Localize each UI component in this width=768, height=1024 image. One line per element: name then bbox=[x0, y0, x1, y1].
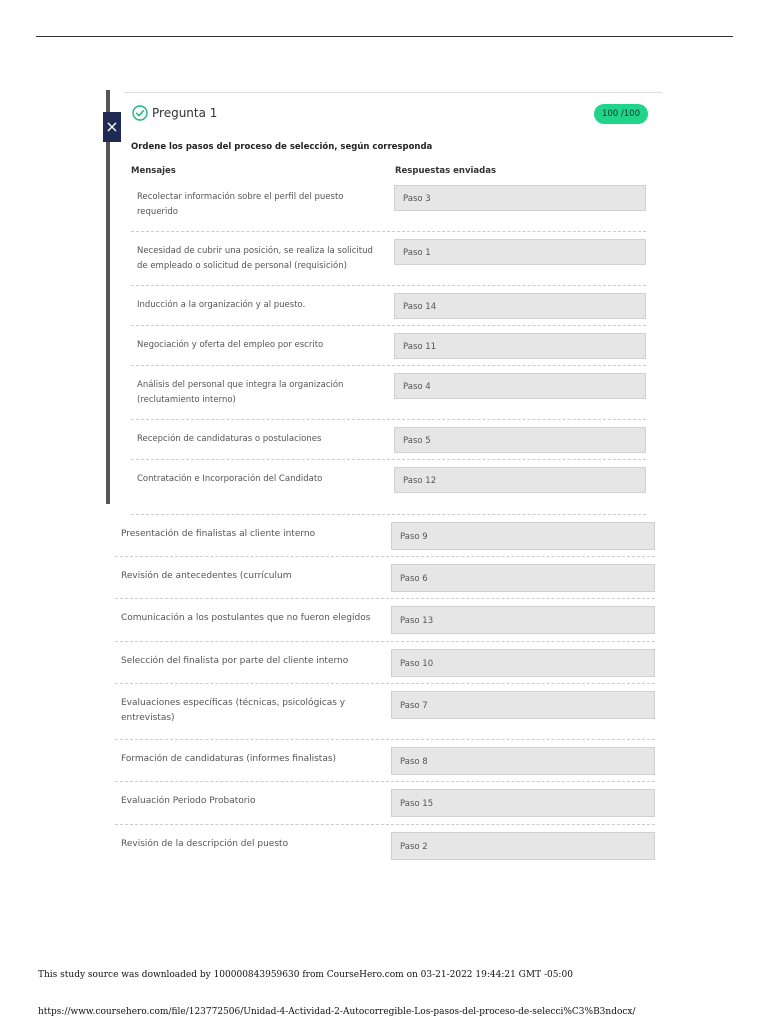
step-answer-field[interactable]: Paso 4 bbox=[394, 373, 646, 399]
step-answer-field[interactable]: Paso 14 bbox=[394, 293, 646, 319]
step-message: Inducción a la organización y al puesto. bbox=[137, 300, 306, 310]
step-message: Recolectar información sobre el perfil del puesto requerido bbox=[137, 192, 344, 217]
question-header bbox=[132, 104, 648, 126]
step-answer-field[interactable]: Paso 12 bbox=[394, 467, 646, 493]
step-answer-field[interactable]: Paso 9 bbox=[391, 522, 655, 550]
step-answer-field[interactable]: Paso 6 bbox=[391, 564, 655, 592]
step-answer-field[interactable]: Paso 13 bbox=[391, 606, 655, 634]
step-message: Revisión de la descripción del puesto bbox=[121, 839, 289, 849]
step-message: Negociación y oferta del empleo por escrito bbox=[137, 340, 324, 350]
step-message: Evaluaciones específicas (técnicas, psicológicas y entrevistas) bbox=[121, 698, 346, 723]
step-answer-field[interactable]: Paso 5 bbox=[394, 427, 646, 453]
step-answer-field[interactable]: Paso 8 bbox=[391, 747, 655, 775]
step-message: Evaluación Periodo Probatorio bbox=[121, 796, 256, 806]
question-title: Pregunta 1 bbox=[152, 106, 218, 120]
step-message: Recepción de candidaturas o postulaciones bbox=[137, 434, 322, 444]
url-footer: https://www.coursehero.com/file/123772506/Unidad-4-Actividad-2-Autocorregible-Los-pasos-del-proceso-de-selecci%C3%B3ndocx/ bbox=[38, 1007, 636, 1017]
question-instructions: Ordene los pasos del proceso de selección, según corresponda bbox=[131, 142, 433, 152]
step-message: Formación de candidaturas (informes finalistas) bbox=[121, 754, 337, 764]
step-answer-field[interactable]: Paso 10 bbox=[391, 649, 655, 677]
step-message: Revisión de antecedentes (currículum bbox=[121, 571, 292, 581]
close-icon[interactable]: × bbox=[103, 112, 121, 142]
step-message: Comunicación a los postulantes que no fueron elegidos bbox=[121, 613, 371, 623]
panel-divider bbox=[124, 92, 662, 93]
column-header-answers: Respuestas enviadas bbox=[395, 166, 497, 176]
top-rule bbox=[36, 36, 733, 37]
step-answer-field[interactable]: Paso 1 bbox=[394, 239, 646, 265]
panel-side-bar bbox=[106, 90, 110, 504]
source-footer: This study source was downloaded by 100000843959630 from CourseHero.com on 03-21-2022 19:44:21 GMT -05:00 bbox=[38, 970, 573, 980]
step-answer-field[interactable]: Paso 15 bbox=[391, 789, 655, 817]
step-answer-field[interactable]: Paso 3 bbox=[394, 185, 646, 211]
step-answer-field[interactable]: Paso 11 bbox=[394, 333, 646, 359]
check-circle-icon bbox=[132, 105, 148, 121]
step-answer-field[interactable]: Paso 2 bbox=[391, 832, 655, 860]
column-header-messages: Mensajes bbox=[131, 166, 176, 176]
step-message: Necesidad de cubrir una posición, se realiza la solicitud de empleado o solicitud de personal (requisición) bbox=[137, 246, 373, 271]
step-answer-field[interactable]: Paso 7 bbox=[391, 691, 655, 719]
step-message: Presentación de finalistas al cliente interno bbox=[121, 529, 316, 539]
step-message: Selección del finalista por parte del cliente interno bbox=[121, 656, 349, 666]
score-badge: 100 /100 bbox=[594, 104, 648, 124]
step-message: Contratación e Incorporación del Candidato bbox=[137, 474, 323, 484]
step-message: Análisis del personal que integra la organización (reclutamiento interno) bbox=[137, 380, 344, 405]
